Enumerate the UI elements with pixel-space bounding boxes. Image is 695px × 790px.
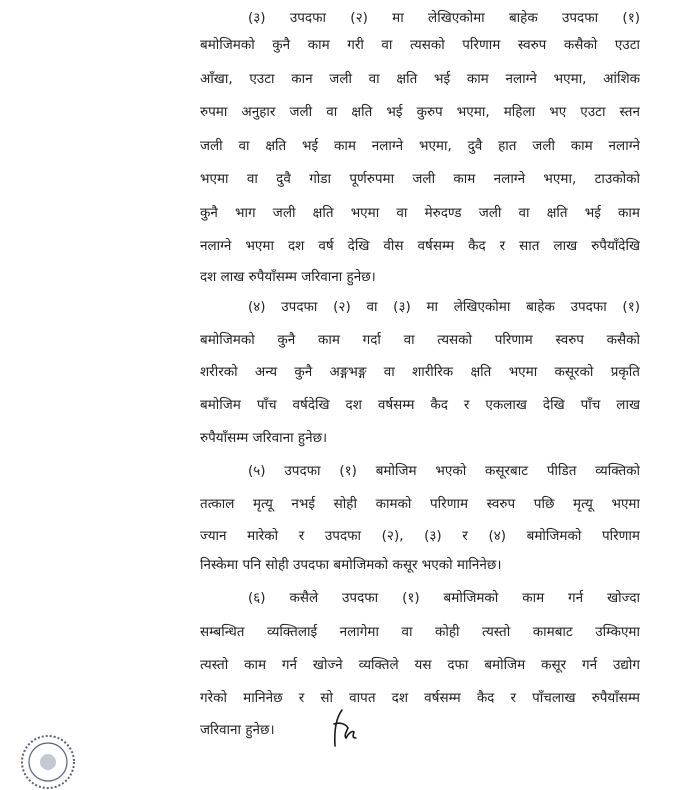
para-3-line-3: आँखा, एउटा कान जली वा क्षति भई काम नलाग्ने भएमा, आंशिक bbox=[200, 71, 640, 87]
para-6-line-5: जरिवाना हुनेछ। bbox=[200, 722, 275, 738]
para-3-line-7: कुनै भाग जली क्षति भएमा वा मेरुदण्ड जली वा क्षति भई काम bbox=[200, 205, 640, 221]
para-4-line-3: शरीरको अन्य कुनै अङ्गभङ्ग वा शारीरिक क्षति भएमा कसूरको प्रकृति bbox=[200, 364, 640, 380]
signature-initials bbox=[326, 706, 360, 752]
para-6-line-3: त्यस्तो काम गर्न खोज्ने व्यक्तिले यस दफा बमोजिम कसूर गर्न उद्योग bbox=[200, 657, 640, 673]
para-3-line-5: जली वा क्षति भई काम नलाग्ने भएमा, दुवै हात जली काम नलाग्ने bbox=[200, 138, 640, 154]
para-3-line-4: रुपमा अनुहार जली वा क्षति भई कुरुप भएमा, महिला भए एउटा स्तन bbox=[200, 104, 640, 120]
para-3-line-9: दश लाख रुपैयाँसम्म जरिवाना हुनेछ। bbox=[200, 269, 376, 285]
para-5-line-4: निस्केमा पनि सोही उपदफा बमोजिमको कसूर भएको मानिनेछ। bbox=[200, 557, 502, 573]
para-3-line-2: बमोजिमको कुनै काम गरी वा त्यसको परिणाम स्वरुप कसैको एउटा bbox=[200, 37, 640, 53]
para-5-line-1: (५) उपदफा (१) बमोजिम भएको कसूरबाट पीडित व्यक्तिको bbox=[248, 463, 640, 479]
official-seal-icon bbox=[20, 734, 76, 790]
para-6-line-1: (६) कसैले उपदफा (१) बमोजिमको काम गर्न खोज्दा bbox=[248, 590, 640, 606]
para-6-line-2: सम्बन्धित व्यक्तिलाई नलागेमा वा कोही त्यस्तो कामबाट उम्किएमा bbox=[200, 624, 640, 640]
para-5-line-2: तत्काल मृत्यू नभई सोही कामको परिणाम स्वरुप पछि मृत्यू भएमा bbox=[200, 496, 640, 512]
para-4-line-5: रुपैयाँसम्म जरिवाना हुनेछ। bbox=[200, 430, 328, 446]
para-3-line-1: (३) उपदफा (२) मा लेखिएकोमा बाहेक उपदफा (१) bbox=[248, 10, 640, 26]
para-3-line-8: नलाग्ने भएमा दश वर्ष देखि वीस वर्षसम्म कैद र सात लाख रुपैयाँदेखि bbox=[200, 238, 640, 254]
para-3-line-6: भएमा वा दुवै गोडा पूर्णरुपमा जली काम नलाग्ने भएमा, टाउकोको bbox=[200, 171, 640, 187]
para-6-line-4: गरेको मानिनेछ र सो वापत दश वर्षसम्म कैद र पाँचलाख रुपैयाँसम्म bbox=[200, 690, 640, 706]
para-4-line-2: बमोजिमको कुनै काम गर्दा वा त्यसको परिणाम स्वरुप कसैको bbox=[200, 332, 640, 348]
para-5-line-3: ज्यान मारेको र उपदफा (२), (३) र (४) बमोजिमको परिणाम bbox=[200, 528, 640, 544]
para-4-line-4: बमोजिम पाँच वर्षदेखि दश वर्षसम्म कैद र एकलाख देखि पाँच लाख bbox=[200, 397, 640, 413]
para-4-line-1: (४) उपदफा (२) वा (३) मा लेखिएकोमा बाहेक उपदफा (१) bbox=[248, 299, 640, 315]
